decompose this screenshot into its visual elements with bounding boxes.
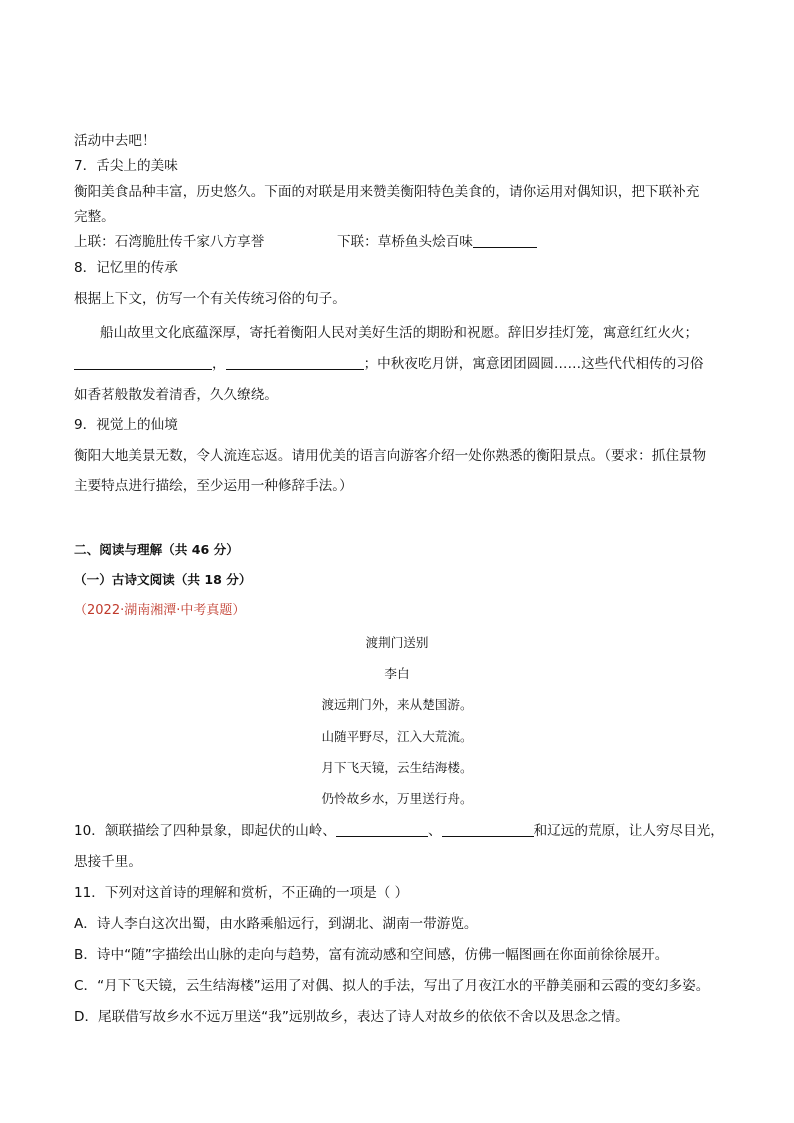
q8-passage-line3: 如香茗般散发着清香，久久缭绕。: [74, 387, 278, 403]
q9-prompt-line2: 主要特点进行描绘，至少运用一种修辞手法。）: [74, 478, 353, 494]
q8-answer-blank-1[interactable]: [74, 355, 212, 370]
poem-author: 李白: [384, 666, 410, 681]
q11-option-a[interactable]: A．诗人李白这次出蜀，由水路乘船远行，到湖北、湖南一带游览。: [74, 916, 478, 932]
q8-passage-line1: 船山故里文化底蕴深厚，寄托着衡阳人民对美好生活的期盼和祝愿。辞旧岁挂灯笼，寓意红红火火；: [100, 325, 699, 341]
q7-upper-couplet: 上联：石湾脆肚传千家八方享誉: [74, 234, 265, 250]
q7-lower-couplet: 下联：草桥鱼头烩百味: [336, 234, 473, 250]
q7-prompt-line2: 完整。: [74, 209, 115, 225]
poem-line-2: 山随平野尽，江入大荒流。: [321, 729, 473, 744]
poem-line-1: 渡远荆门外，来从楚国游。: [321, 697, 473, 712]
q10-answer-blank-2[interactable]: [442, 822, 534, 837]
source-tag: （2022·湖南湘潭·中考真题）: [74, 603, 246, 618]
q9-prompt-line1: 衡阳大地美景无数，令人流连忘返。请用优美的语言向游客介绍一处你熟悉的衡阳景点。（要求：抓住景物: [74, 448, 707, 464]
q7-answer-blank[interactable]: [473, 233, 537, 248]
q8-title: 8．记忆里的传承: [74, 260, 178, 276]
q8-passage-line2: [74, 355, 703, 373]
intro-tail-text: 活动中去吧！: [74, 133, 156, 149]
q8-prompt: 根据上下文，仿写一个有关传统习俗的句子。: [74, 291, 346, 307]
q10-line1: [74, 822, 724, 840]
q10-line2: 思接千里。: [74, 854, 142, 870]
q11-option-d[interactable]: D．尾联借写故乡水不远万里送“我”远别故乡，表达了诗人对故乡的依依不舍以及思念之情。: [74, 1009, 629, 1025]
q10-text-b: 和辽远的荒原，让人穷尽目光，: [533, 823, 724, 839]
section2-sub1-heading: （一）古诗文阅读（共 18 分）: [74, 572, 252, 587]
q10-text-a: 10．颔联描绘了四种景象，即起伏的山岭、: [74, 823, 336, 839]
q8-passage-line2-rest: ；中秋夜吃月饼，寓意团团圆圆……这些代代相传的习俗: [363, 356, 704, 372]
poem-title: 渡荆门送别: [365, 635, 429, 650]
q8-comma: ，: [212, 356, 226, 372]
q9-title: 9．视觉上的仙境: [74, 417, 178, 433]
q11-option-c[interactable]: C．“月下飞天镜，云生结海楼”运用了对偶、拟人的手法，写出了月夜江水的平静美丽和云霞的变幻多姿。: [74, 978, 710, 994]
q11-stem: 11．下列对这首诗的理解和赏析，不正确的一项是（ ）: [74, 885, 409, 901]
q8-answer-blank-2[interactable]: [226, 355, 364, 370]
poem-line-3: 月下飞天镜，云生结海楼。: [321, 760, 473, 775]
q7-title: 7．舌尖上的美味: [74, 158, 178, 174]
q11-option-b[interactable]: B．诗中“随”字描绘出山脉的走向与趋势，富有流动感和空间感，仿佛一幅图画在你面前徐徐展开。: [74, 947, 669, 963]
poem-line-4: 仍怜故乡水，万里送行舟。: [321, 791, 473, 806]
section2-heading: 二、阅读与理解（共 46 分）: [74, 542, 239, 557]
q7-prompt-line1: 衡阳美食品种丰富，历史悠久。下面的对联是用来赞美衡阳特色美食的，请你运用对偶知识，把下联补充: [74, 184, 700, 200]
q10-answer-blank-1[interactable]: [336, 822, 428, 837]
q10-sep: 、: [427, 823, 442, 839]
q7-couplet-row: [74, 233, 537, 251]
